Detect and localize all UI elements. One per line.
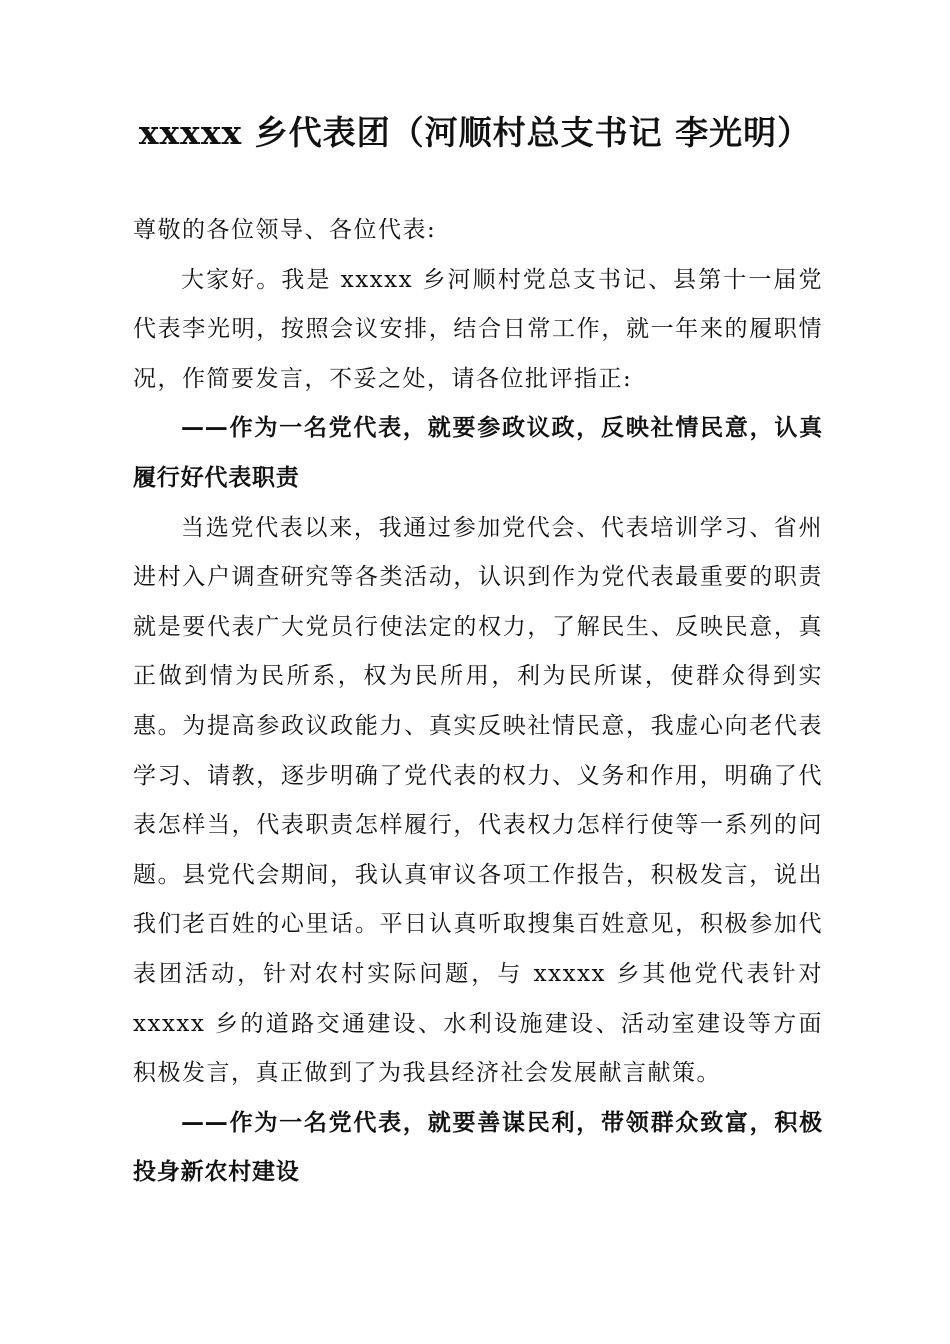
intro-paragraph: 大家好。我是 xxxxx 乡河顺村党总支书记、县第十一届党代表李光明，按照会议安排，结合日常工作，就一年来的履职情况，作简要发言，不妥之处，请各位批评指正: <box>133 266 823 392</box>
section-1-paragraph: 当选党代表以来，我通过参加党代会、代表培训学习、省州进村入户调查研究等各类活动，认识到作为党代表最重要的职责就是要代表广大党员行使法定的权力，了解民生、反映民意，真正做到情为民所系，权为民所用，利为民所谋，使群众得到实惠。为提高参政议政能力、真实反映社情民意，我虚心向老代表学习、请教，逐步明确了党代表的权力、义务和作用，明确了代表怎样当，代表职责怎样履行，代表权力怎样行使等一系列的问题。县党代会期间，我认真审议各项工作报告，积极发言，说出我们老百姓的心里话。平日认真听取搜集百姓意见，积极参加代表团活动，针对农村实际问题，与 xxxxx 乡其他党代表针对 xxxxx 乡的道路交通建设、水利设施建设、活动室建设等方面积极发言，真正做到了为我县经济社会发展献言献策。 <box>133 514 823 1087</box>
document-title: xxxxx 乡代表团（河顺村总支书记 李光明） <box>138 113 812 152</box>
salutation: 尊敬的各位领导、各位代表: <box>133 217 437 243</box>
document-body <box>133 206 823 1198</box>
section-heading-1: ——作为一名党代表，就要参政议政，反映社情民意，认真履行好代表职责 <box>133 415 823 491</box>
section-heading-2: ——作为一名党代表，就要善谋民利，带领群众致富，积极投身新农村建设 <box>133 1109 823 1186</box>
